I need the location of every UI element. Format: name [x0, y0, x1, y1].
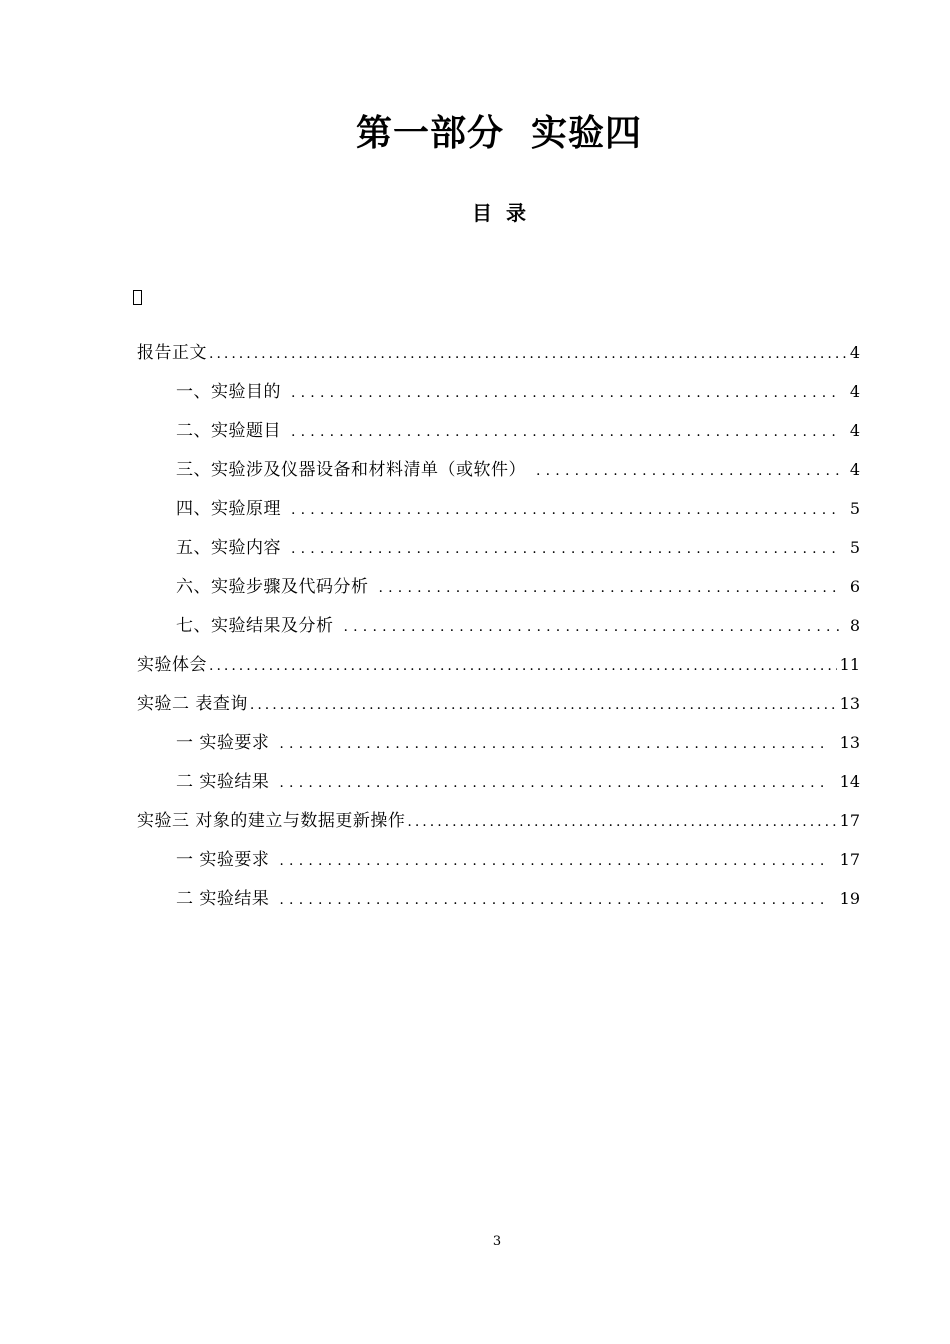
toc-entry-title: 三、实验涉及仪器设备和材料清单（或软件）: [176, 460, 526, 480]
toc-entry[interactable]: [137, 846, 860, 885]
toc-entry-title: 实验二 表查询: [137, 694, 248, 714]
toc-entry[interactable]: [137, 378, 860, 417]
toc-leader-dots: [279, 769, 829, 797]
toc-entry-title: 报告正文: [137, 343, 207, 363]
toc-entry[interactable]: [137, 573, 860, 612]
toc-entry-title: 一 实验要求: [176, 733, 270, 753]
toc-heading: 目 录: [472, 201, 526, 225]
toc-entry[interactable]: [137, 417, 860, 456]
toc-entry-page: 11: [839, 655, 860, 674]
toc-entry[interactable]: [137, 534, 860, 573]
toc-leader-dots: [344, 613, 840, 641]
toc-entry-title: 实验体会: [137, 655, 207, 675]
toc-entry-page: 4: [849, 343, 860, 362]
toc-entry-page: 4: [849, 460, 860, 479]
toc-entry-title: 二、实验题目: [176, 421, 281, 441]
toc-entry-title: 四、实验原理: [176, 499, 281, 519]
toc-leader-dots: [279, 886, 829, 914]
toc-entry-page: 4: [849, 382, 860, 401]
page-number: 3: [492, 1234, 502, 1249]
toc-entry-title: 五、实验内容: [176, 538, 281, 558]
toc-entry-page: 19: [839, 889, 860, 908]
toc-entry[interactable]: [137, 456, 860, 495]
toc-entry[interactable]: [137, 807, 860, 846]
toc-leader-dots: [291, 535, 840, 563]
toc-leader-dots: [379, 574, 840, 602]
toc-entry-title: 实验三 对象的建立与数据更新操作: [137, 811, 406, 831]
toc-entry[interactable]: [137, 495, 860, 534]
toc-entry[interactable]: [137, 768, 860, 807]
toc-leader-dots: [536, 457, 840, 485]
toc-leader-dots: [279, 847, 829, 875]
toc-entry-page: 8: [849, 616, 860, 635]
toc-entry-page: 6: [849, 577, 860, 596]
toc-entry[interactable]: [137, 612, 860, 651]
toc-entry-page: 5: [849, 499, 860, 518]
toc-leader-dots: [291, 379, 840, 407]
toc-leader-dots: [209, 340, 847, 368]
toc-entry[interactable]: [137, 729, 860, 768]
toc-leader-dots: [291, 496, 840, 524]
toc-entry-title: 二 实验结果: [176, 889, 270, 909]
toc-leader-dots: [209, 652, 837, 680]
page-title: 第一部分 实验四: [355, 113, 643, 154]
toc-entry-title: 一、实验目的: [176, 382, 281, 402]
toc-entry-page: 13: [839, 733, 860, 752]
toc-entry-page: 5: [849, 538, 860, 557]
toc-entry-title: 六、实验步骤及代码分析: [176, 577, 369, 597]
toc-entry[interactable]: [137, 339, 860, 378]
toc-leader-dots: [250, 691, 837, 719]
toc-entry-title: 二 实验结果: [176, 772, 270, 792]
toc-entry-page: 17: [839, 811, 860, 830]
toc-entry-title: 七、实验结果及分析: [176, 616, 334, 636]
toc-entry-page: 14: [839, 772, 860, 791]
toc-entry-page: 17: [839, 850, 860, 869]
toc-entry-page: 13: [839, 694, 860, 713]
toc-entry[interactable]: [137, 690, 860, 729]
toc-entry-title: 一 实验要求: [176, 850, 270, 870]
placeholder-glyph-icon: [133, 290, 142, 305]
toc-entry[interactable]: [137, 885, 860, 924]
toc-entry-page: 4: [849, 421, 860, 440]
table-of-contents: [137, 339, 860, 924]
toc-leader-dots: [407, 808, 836, 836]
toc-leader-dots: [279, 730, 829, 758]
toc-leader-dots: [291, 418, 840, 446]
toc-entry[interactable]: [137, 651, 860, 690]
